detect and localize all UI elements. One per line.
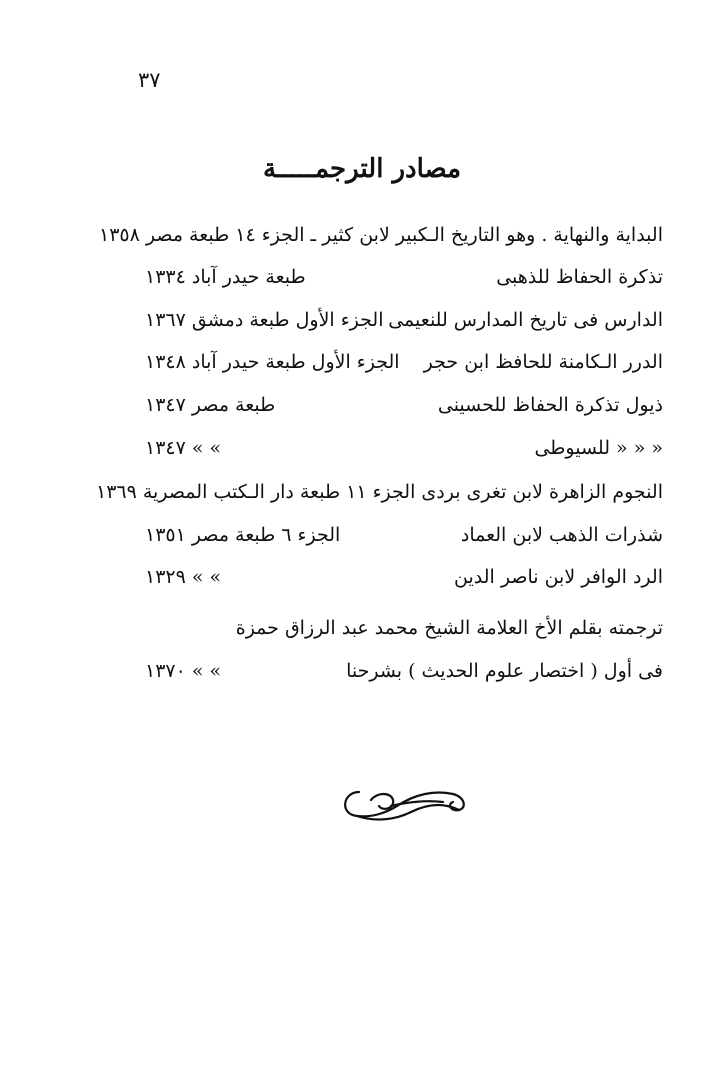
source-edition: » » ١٣٤٧: [145, 437, 222, 459]
source-full-text: النجوم الزاهرة لابن تغرى بردى الجزء ١١ طبعة دار الـكتب المصرية ١٣٦٩: [96, 481, 663, 503]
source-full-text: البداية والنهاية . وهو التاريخ الـكبير لابن كثير ـ الجزء ١٤ طبعة مصر ١٣٥٨: [99, 224, 663, 246]
source-edition: الجزء ٦ طبعة مصر ١٣٥١: [145, 524, 341, 546]
source-title: فى أول ( اختصار علوم الحديث ) بشرحنا: [346, 660, 663, 682]
source-edition: طبعة مصر ١٣٤٧: [145, 394, 276, 416]
source-row: [145, 617, 663, 651]
source-row: [145, 524, 663, 558]
source-row: [145, 660, 663, 694]
page-title: مصادر الترجمـــــة: [262, 154, 462, 184]
source-title: شذرات الذهب لابن العماد: [460, 524, 663, 546]
source-row: [145, 309, 663, 343]
source-title: الدارس فى تاريخ المدارس للنعيمى: [388, 309, 663, 331]
source-row: [145, 566, 663, 600]
page-number: ٣٧: [138, 68, 161, 92]
source-row: [145, 351, 663, 385]
decorative-flourish-icon: [335, 782, 475, 828]
source-row: [145, 394, 663, 428]
source-full-text: ترجمته بقلم الأخ العلامة الشيخ محمد عبد الرزاق حمزة: [235, 617, 663, 639]
source-row: [145, 266, 663, 300]
source-row: [96, 481, 663, 515]
source-edition: طبعة حيدر آباد ١٣٣٤: [145, 266, 306, 288]
source-title: الرد الوافر لابن ناصر الدين: [454, 566, 663, 588]
source-title: « « « للسيوطى: [534, 437, 663, 459]
source-edition: الجزء الأول طبعة دمشق ١٣٦٧: [145, 309, 384, 331]
source-title: ذيول تذكرة الحفاظ للحسينى: [437, 394, 663, 416]
source-title: الدرر الـكامنة للحافظ ابن حجر: [423, 351, 663, 373]
source-row: [99, 224, 663, 258]
source-edition: الجزء الأول طبعة حيدر آباد ١٣٤٨: [145, 351, 400, 373]
source-row: [145, 437, 663, 471]
source-title: تذكرة الحفاظ للذهبى: [496, 266, 663, 288]
source-edition: » » ١٣٧٠: [145, 660, 222, 682]
source-edition: » » ١٣٢٩: [145, 566, 222, 588]
